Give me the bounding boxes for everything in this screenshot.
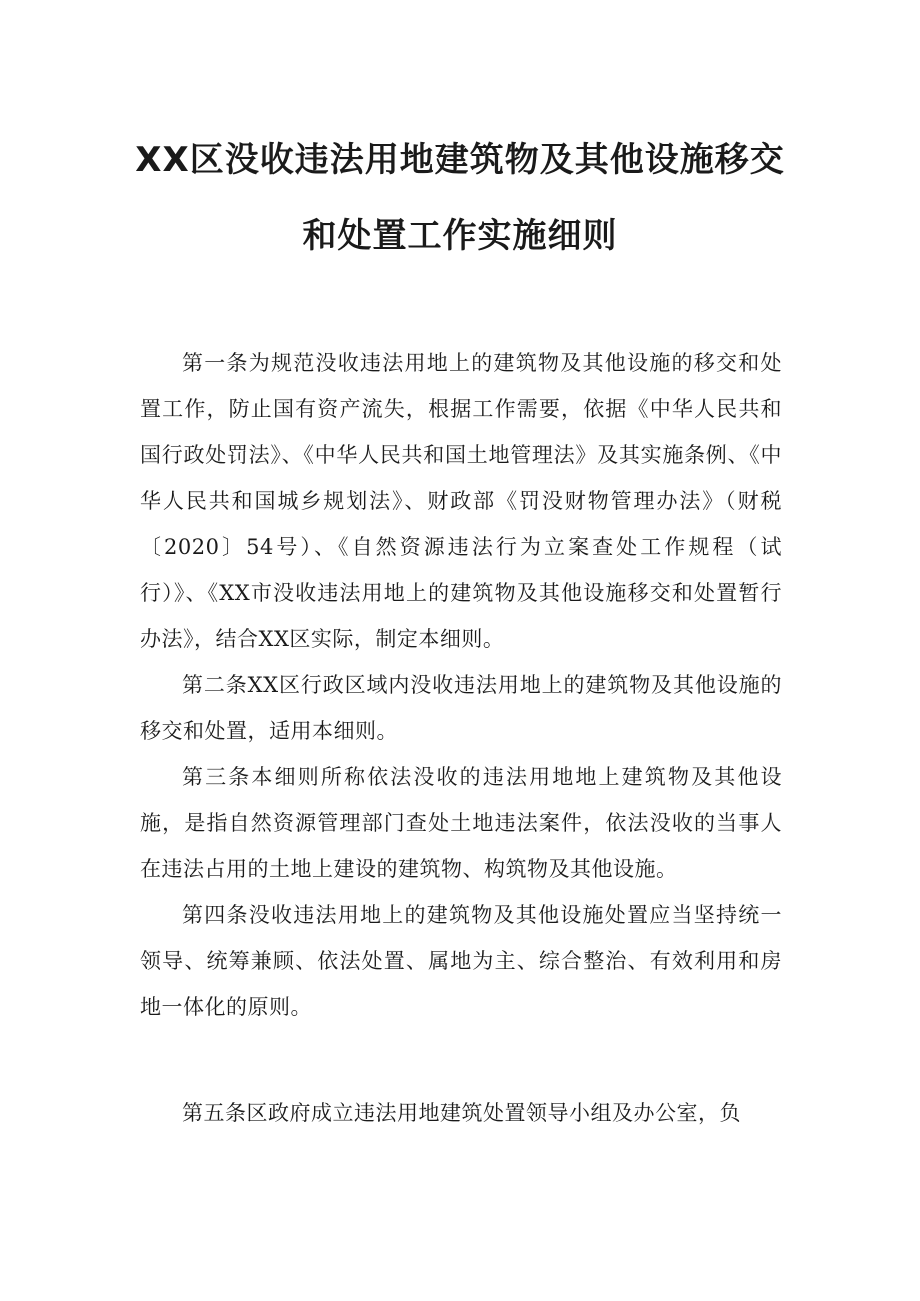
document-title-line-1: XX区没收违法用地建筑物及其他设施移交 [135, 140, 785, 180]
document-title-line-2: 和处置工作实施细则 [302, 216, 618, 256]
article-2-paragraph: 第二条XX区行政区域内没收违法用地上的建筑物及其他设施的移交和处置，适用本细则。 [140, 673, 782, 743]
article-4-paragraph: 第四条没收违法用地上的建筑物及其他设施处置应当坚持统一领导、统筹兼顾、依法处置、属地为主、综合整治、有效利用和房地一体化的原则。 [140, 903, 782, 1019]
article-1-paragraph: 第一条为规范没收违法用地上的建筑物及其他设施的移交和处置工作，防止国有资产流失，根据工作需要，依据《中华人民共和国行政处罚法》、《中华人民共和国土地管理法》及其实施条例、《中华人民共和国城乡规划法》、财政部《罚没财物管理办法》（财税〔2020〕54号）、《自然资源违法行为立案查处工作规程（试行）》、《XX市没收违法用地上的建筑物及其他设施移交和处置暂行办法》，结合XX区实际，制定本细则。 [140, 351, 782, 651]
article-3-paragraph: 第三条本细则所称依法没收的违法用地地上建筑物及其他设施，是指自然资源管理部门查处土地违法案件，依法没收的当事人在违法占用的土地上建设的建筑物、构筑物及其他设施。 [140, 765, 782, 881]
article-5-paragraph: 第五条区政府成立违法用地建筑处置领导小组及办公室，负 [182, 1101, 741, 1125]
document-body [140, 340, 782, 1136]
